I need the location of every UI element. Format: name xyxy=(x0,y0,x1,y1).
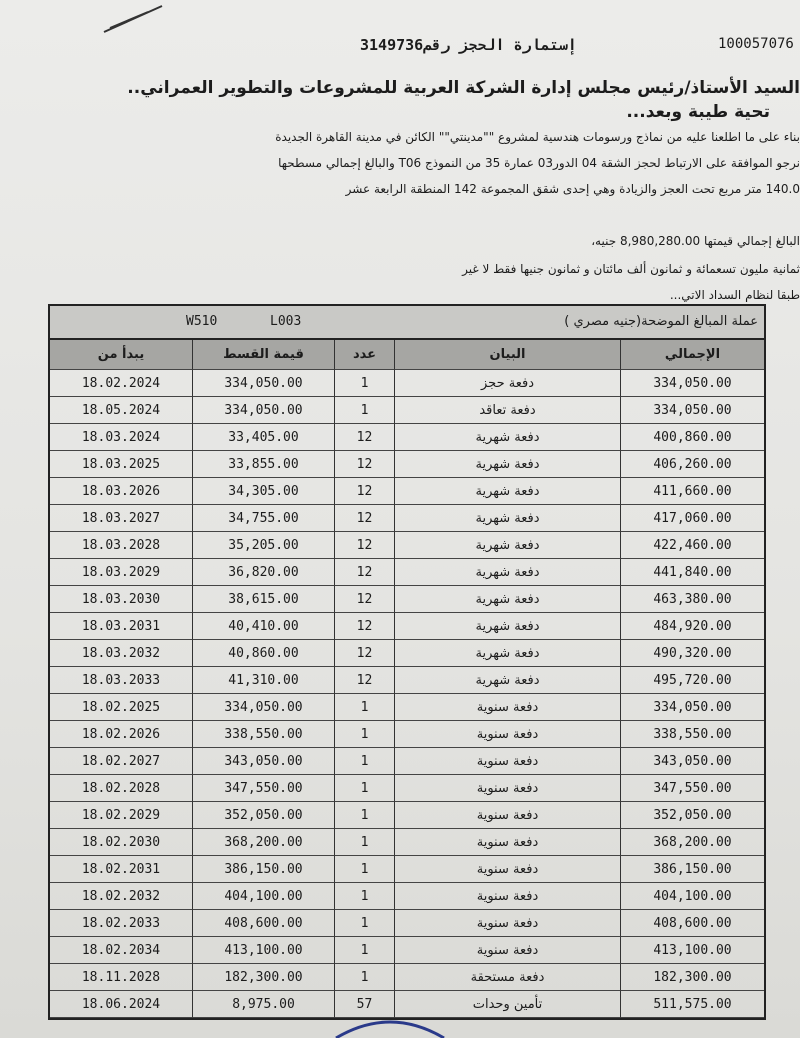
cell-installment: 343,050.00 xyxy=(193,748,335,775)
cell-count: 12 xyxy=(335,640,395,667)
cell-total: 334,050.00 xyxy=(621,694,764,721)
cell-count: 1 xyxy=(335,964,395,991)
cell-desc: دفعة شهرية xyxy=(395,505,621,532)
cell-total: 413,100.00 xyxy=(621,937,764,964)
cell-start: 18.02.2025 xyxy=(50,694,193,721)
cell-start: 18.02.2029 xyxy=(50,802,193,829)
cell-total: 182,300.00 xyxy=(621,964,764,991)
cell-total: 400,860.00 xyxy=(621,424,764,451)
code-l003: L003 xyxy=(270,314,302,329)
cell-desc: دفعة شهرية xyxy=(395,667,621,694)
cell-installment: 408,600.00 xyxy=(193,910,335,937)
cell-installment: 40,410.00 xyxy=(193,613,335,640)
cell-count: 1 xyxy=(335,721,395,748)
cell-count: 1 xyxy=(335,370,395,397)
cell-start: 18.03.2027 xyxy=(50,505,193,532)
cell-count: 12 xyxy=(335,424,395,451)
cell-desc: دفعة سنوية xyxy=(395,802,621,829)
cell-start: 18.02.2034 xyxy=(50,937,193,964)
cell-installment: 338,550.00 xyxy=(193,721,335,748)
cell-desc: دفعة سنوية xyxy=(395,694,621,721)
cell-start: 18.03.2026 xyxy=(50,478,193,505)
header-description: البيان xyxy=(395,340,621,370)
cell-count: 1 xyxy=(335,883,395,910)
cell-start: 18.03.2025 xyxy=(50,451,193,478)
cell-total: 334,050.00 xyxy=(621,370,764,397)
cell-installment: 33,405.00 xyxy=(193,424,335,451)
body-line-1: بناء على ما اطلعنا عليه من نماذج ورسومات هندسية لمشروع ""مدينتي"" الكائن في مدينة القاهرة الجديدة xyxy=(275,130,800,144)
cell-desc: دفعة شهرية xyxy=(395,640,621,667)
cell-start: 18.02.2031 xyxy=(50,856,193,883)
cell-count: 57 xyxy=(335,991,395,1018)
cell-start: 18.03.2032 xyxy=(50,640,193,667)
cell-count: 1 xyxy=(335,748,395,775)
cell-start: 18.02.2026 xyxy=(50,721,193,748)
cell-count: 12 xyxy=(335,532,395,559)
cell-total: 511,575.00 xyxy=(621,991,764,1018)
cell-total: 406,260.00 xyxy=(621,451,764,478)
pen-scribble-mark xyxy=(100,2,170,38)
cell-desc: دفعة شهرية xyxy=(395,613,621,640)
currency-label: عملة المبالغ الموضحة(جنيه مصري ) xyxy=(564,314,758,329)
cell-total: 352,050.00 xyxy=(621,802,764,829)
cell-count: 12 xyxy=(335,667,395,694)
cell-desc: دفعة سنوية xyxy=(395,721,621,748)
cell-total: 368,200.00 xyxy=(621,829,764,856)
cell-installment: 413,100.00 xyxy=(193,937,335,964)
header-total: الإجمالي xyxy=(621,340,764,370)
cell-start: 18.11.2028 xyxy=(50,964,193,991)
cell-start: 18.03.2031 xyxy=(50,613,193,640)
total-amount-line: البالغ إجمالي قيمتها 8,980,280.00 جنيه، xyxy=(591,234,800,248)
cell-installment: 347,550.00 xyxy=(193,775,335,802)
cell-count: 1 xyxy=(335,694,395,721)
cell-desc: دفعة شهرية xyxy=(395,586,621,613)
cell-total: 386,150.00 xyxy=(621,856,764,883)
cell-total: 343,050.00 xyxy=(621,748,764,775)
cell-start: 18.03.2029 xyxy=(50,559,193,586)
cell-desc: دفعة شهرية xyxy=(395,478,621,505)
cell-installment: 41,310.00 xyxy=(193,667,335,694)
table-header-row xyxy=(50,340,764,370)
cell-desc: دفعة تعاقد xyxy=(395,397,621,424)
body-line-3: 140.0 متر مربع تحت العجز والزيادة وهي إحدى شقق المجموعة 142 المنطقة الرابعة عشر xyxy=(345,182,800,196)
cell-start: 18.03.2033 xyxy=(50,667,193,694)
cell-start: 18.02.2033 xyxy=(50,910,193,937)
currency-row xyxy=(50,306,764,340)
cell-desc: دفعة سنوية xyxy=(395,937,621,964)
cell-desc: دفعة حجز xyxy=(395,370,621,397)
payment-schedule-table xyxy=(48,304,766,1020)
cell-total: 484,920.00 xyxy=(621,613,764,640)
cell-count: 12 xyxy=(335,586,395,613)
cell-total: 411,660.00 xyxy=(621,478,764,505)
cell-count: 12 xyxy=(335,451,395,478)
cell-total: 408,600.00 xyxy=(621,910,764,937)
cell-desc: تأمين وحدات xyxy=(395,991,621,1018)
stamp-fragment xyxy=(330,1012,450,1038)
cell-installment: 368,200.00 xyxy=(193,829,335,856)
cell-count: 1 xyxy=(335,856,395,883)
cell-total: 347,550.00 xyxy=(621,775,764,802)
cell-installment: 404,100.00 xyxy=(193,883,335,910)
cell-count: 1 xyxy=(335,397,395,424)
cell-total: 490,320.00 xyxy=(621,640,764,667)
cell-count: 12 xyxy=(335,505,395,532)
cell-installment: 34,305.00 xyxy=(193,478,335,505)
form-number: 100057076 xyxy=(718,36,794,52)
body-line-2: نرجو الموافقة على الارتباط لحجز الشقة 04 الدور03 عمارة 35 من النموذج T06 والبالغ إجمالي مسطحها xyxy=(278,156,800,170)
cell-desc: دفعة شهرية xyxy=(395,559,621,586)
cell-count: 1 xyxy=(335,802,395,829)
cell-count: 1 xyxy=(335,775,395,802)
cell-installment: 334,050.00 xyxy=(193,397,335,424)
cell-installment: 182,300.00 xyxy=(193,964,335,991)
greeting-line: تحية طيبة وبعد... xyxy=(626,102,770,122)
cell-installment: 352,050.00 xyxy=(193,802,335,829)
cell-installment: 334,050.00 xyxy=(193,694,335,721)
cell-desc: دفعة شهرية xyxy=(395,424,621,451)
cell-total: 338,550.00 xyxy=(621,721,764,748)
cell-installment: 33,855.00 xyxy=(193,451,335,478)
cell-installment: 334,050.00 xyxy=(193,370,335,397)
code-w510: W510 xyxy=(186,314,218,329)
cell-desc: دفعة سنوية xyxy=(395,883,621,910)
cell-count: 12 xyxy=(335,559,395,586)
table-body xyxy=(50,370,764,1018)
cell-start: 18.02.2028 xyxy=(50,775,193,802)
cell-installment: 34,755.00 xyxy=(193,505,335,532)
cell-desc: دفعة شهرية xyxy=(395,532,621,559)
cell-desc: دفعة سنوية xyxy=(395,829,621,856)
cell-installment: 38,615.00 xyxy=(193,586,335,613)
total-in-words-line: ثمانية مليون تسعمائة و ثمانون ألف مائتان و ثمانون جنيها فقط لا غير xyxy=(462,262,800,276)
cell-start: 18.05.2024 xyxy=(50,397,193,424)
cell-start: 18.03.2024 xyxy=(50,424,193,451)
address-line: السيد الأستاذ/رئيس مجلس إدارة الشركة العربية للمشروعات والتطوير العمراني.. xyxy=(127,78,800,98)
cell-desc: دفعة سنوية xyxy=(395,856,621,883)
cell-start: 18.03.2030 xyxy=(50,586,193,613)
cell-total: 417,060.00 xyxy=(621,505,764,532)
cell-count: 1 xyxy=(335,937,395,964)
cell-start: 18.06.2024 xyxy=(50,991,193,1018)
cell-total: 404,100.00 xyxy=(621,883,764,910)
cell-count: 12 xyxy=(335,613,395,640)
payment-plan-intro: طبقا لنظام السداد الاتي... xyxy=(669,288,800,302)
header-count: عدد xyxy=(335,340,395,370)
cell-start: 18.02.2024 xyxy=(50,370,193,397)
cell-desc: دفعة مستحقة xyxy=(395,964,621,991)
cell-installment: 386,150.00 xyxy=(193,856,335,883)
cell-count: 1 xyxy=(335,829,395,856)
cell-start: 18.02.2027 xyxy=(50,748,193,775)
cell-installment: 36,820.00 xyxy=(193,559,335,586)
cell-desc: دفعة سنوية xyxy=(395,748,621,775)
cell-total: 422,460.00 xyxy=(621,532,764,559)
cell-total: 441,840.00 xyxy=(621,559,764,586)
cell-start: 18.02.2030 xyxy=(50,829,193,856)
cell-desc: دفعة شهرية xyxy=(395,451,621,478)
cell-desc: دفعة سنوية xyxy=(395,775,621,802)
cell-start: 18.02.2032 xyxy=(50,883,193,910)
cell-count: 1 xyxy=(335,910,395,937)
cell-total: 463,380.00 xyxy=(621,586,764,613)
cell-total: 495,720.00 xyxy=(621,667,764,694)
cell-desc: دفعة سنوية xyxy=(395,910,621,937)
cell-installment: 35,205.00 xyxy=(193,532,335,559)
cell-count: 12 xyxy=(335,478,395,505)
cell-start: 18.03.2028 xyxy=(50,532,193,559)
cell-installment: 8,975.00 xyxy=(193,991,335,1018)
page-title: إستمارة الحجز رقم3149736 xyxy=(360,36,577,54)
cell-installment: 40,860.00 xyxy=(193,640,335,667)
cell-total: 334,050.00 xyxy=(621,397,764,424)
header-installment: قيمة القسط xyxy=(193,340,335,370)
header-start-date: يبدأ من xyxy=(50,340,193,370)
